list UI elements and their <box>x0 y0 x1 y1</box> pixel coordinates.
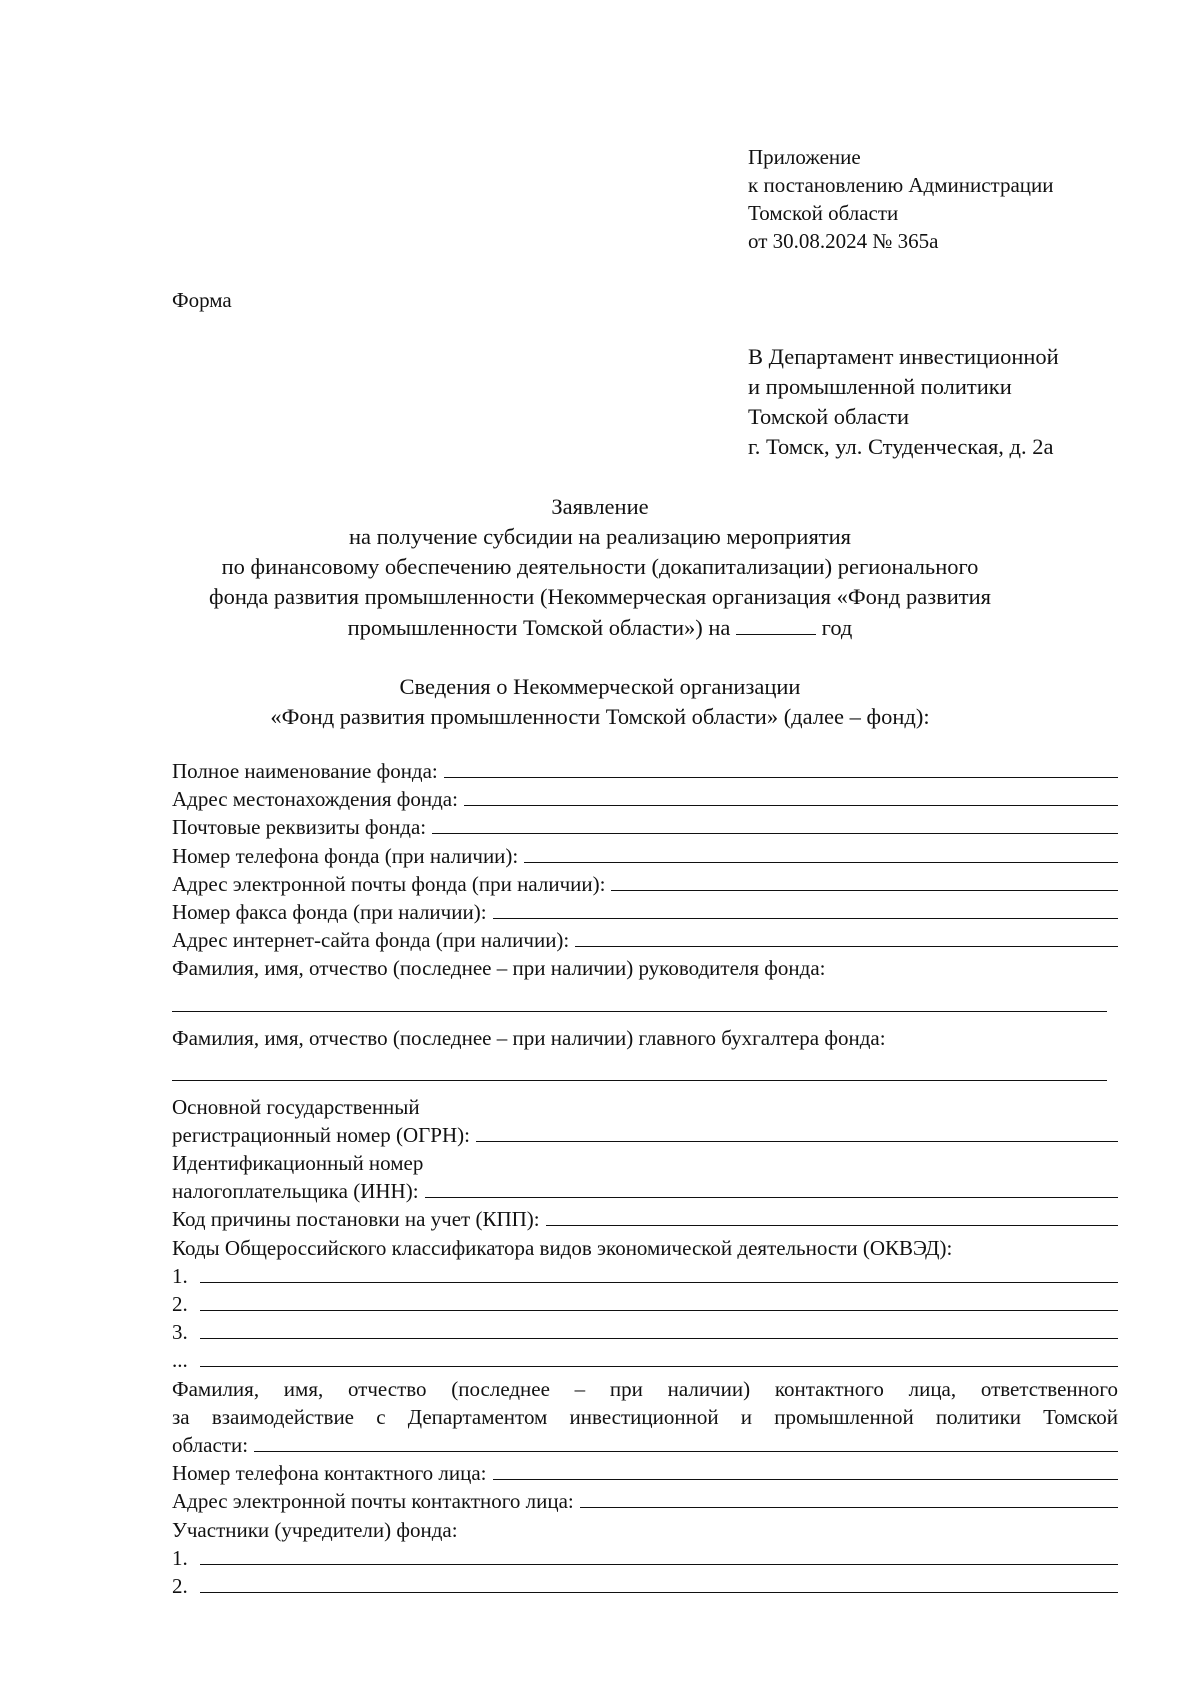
form-label: Форма <box>172 288 232 312</box>
field-ogrn-label-1: Основной государственный <box>172 1094 420 1119</box>
field-website-blank[interactable] <box>575 928 1118 947</box>
title-line-3: по финансовому обеспечению деятельности (докапитализации) регионального <box>221 554 979 579</box>
addressee <box>748 342 1059 462</box>
field-accountant-blank[interactable] <box>172 1054 1107 1081</box>
field-director-blank[interactable] <box>172 985 1107 1012</box>
field-postal <box>172 815 1118 843</box>
field-inn-caption <box>172 1151 1118 1179</box>
field-ogrn-label-2: регистрационный номер (ОГРН): <box>172 1122 470 1147</box>
info-heading-line-2: «Фонд развития промышленности Томской области» (далее – фонд): <box>270 704 930 729</box>
field-email-label: Адрес электронной почты фонда (при наличии): <box>172 871 606 896</box>
field-address-label: Адрес местонахождения фонда: <box>172 787 458 812</box>
annex-line-2: к постановлению Администрации <box>748 173 1054 197</box>
field-contact-label: области: <box>172 1432 249 1457</box>
field-contact-caption-2: за взаимодействие с Департаментом инвестиционной и промышленной политики Томской <box>172 1404 1118 1429</box>
field-director-label: Фамилия, имя, отчество (последнее – при наличии) руководителя фонда: <box>172 956 826 981</box>
annex-line-1: Приложение <box>748 145 861 169</box>
addressee-line-3: Томской области <box>748 404 910 429</box>
okved-item-number: ... <box>172 1348 188 1373</box>
okved-item-number: 3. <box>172 1320 188 1345</box>
field-okved-label: Коды Общероссийского классификатора видов экономической деятельности (ОКВЭД): <box>172 1235 953 1260</box>
field-ogrn-caption <box>172 1095 1118 1123</box>
field-ogrn-blank[interactable] <box>476 1123 1118 1142</box>
field-accountant <box>172 1026 1118 1054</box>
founder-item-blank[interactable] <box>200 1546 1118 1565</box>
field-email <box>172 872 1118 900</box>
field-address-blank[interactable] <box>464 787 1118 806</box>
addressee-line-1: В Департамент инвестиционной <box>748 344 1059 369</box>
fund-fields <box>172 759 1118 1602</box>
okved-item-number: 2. <box>172 1292 188 1316</box>
field-inn-blank[interactable] <box>425 1179 1118 1198</box>
field-website-label: Адрес интернет-сайта фонда (при наличии): <box>172 928 570 953</box>
founder-item-blank[interactable] <box>200 1574 1118 1593</box>
spacer <box>172 1012 1118 1026</box>
info-heading-line-1: Сведения о Некоммерческой организации <box>399 674 801 699</box>
field-contact <box>172 1433 1118 1461</box>
field-contact-caption-1: Фамилия, имя, отчество (последнее – при наличии) контактного лица, ответственного <box>172 1376 1118 1401</box>
field-kpp-blank[interactable] <box>546 1207 1118 1226</box>
field-contact-phone-blank[interactable] <box>493 1461 1118 1480</box>
field-website <box>172 928 1118 956</box>
annex-header <box>748 143 1054 255</box>
field-okved <box>172 1236 1118 1264</box>
title-line-5 <box>150 612 1050 643</box>
field-kpp-label: Код причины постановки на учет (КПП): <box>172 1207 540 1232</box>
field-email-blank[interactable] <box>611 872 1118 891</box>
field-contact-email-label: Адрес электронной почты контактного лица: <box>172 1489 574 1514</box>
founder-item <box>172 1574 1118 1602</box>
spacer <box>172 1081 1118 1095</box>
field-ogrn <box>172 1123 1118 1151</box>
field-fax <box>172 900 1118 928</box>
okved-item-blank[interactable] <box>200 1320 1118 1339</box>
field-address <box>172 787 1118 815</box>
field-contact-phone <box>172 1461 1118 1489</box>
founder-item <box>172 1546 1118 1574</box>
okved-item <box>172 1292 1118 1320</box>
addressee-line-4: г. Томск, ул. Студенческая, д. 2а <box>748 434 1054 459</box>
field-founders-label: Участники (учредители) фонда: <box>172 1517 458 1542</box>
field-full-name-blank[interactable] <box>444 759 1118 778</box>
okved-item-blank[interactable] <box>200 1292 1118 1311</box>
founder-item-number: 2. <box>172 1573 188 1598</box>
field-phone <box>172 844 1118 872</box>
title-line-4: фонда развития промышленности (Некоммерческая организация «Фонд развития <box>209 584 991 609</box>
field-kpp <box>172 1207 1118 1235</box>
field-contact-blank[interactable] <box>254 1433 1118 1452</box>
application-title <box>150 492 1050 643</box>
year-blank-field[interactable] <box>736 612 816 635</box>
field-inn-label-1: Идентификационный номер <box>172 1151 424 1176</box>
field-full-name-label: Полное наименование фонда: <box>172 759 438 783</box>
title-line-5-suffix: год <box>821 615 853 640</box>
field-fax-label: Номер факса фонда (при наличии): <box>172 899 487 924</box>
field-phone-label: Номер телефона фонда (при наличии): <box>172 843 519 868</box>
field-contact-phone-label: Номер телефона контактного лица: <box>172 1461 487 1486</box>
okved-item-blank[interactable] <box>200 1348 1118 1367</box>
title-line-1: Заявление <box>551 494 649 519</box>
field-inn-label-2: налогоплательщика (ИНН): <box>172 1179 419 1204</box>
okved-item-number: 1. <box>172 1263 188 1288</box>
annex-line-4: от 30.08.2024 № 365а <box>748 229 939 253</box>
annex-line-3: Томской области <box>748 201 899 225</box>
field-founders <box>172 1518 1118 1546</box>
field-full-name <box>172 759 1118 787</box>
field-phone-blank[interactable] <box>524 844 1118 863</box>
field-inn <box>172 1179 1118 1207</box>
okved-item <box>172 1348 1118 1376</box>
title-line-2: на получение субсидии на реализацию мероприятия <box>348 524 852 549</box>
field-postal-label: Почтовые реквизиты фонда: <box>172 815 427 840</box>
info-heading <box>150 672 1050 732</box>
founder-item-number: 1. <box>172 1545 188 1570</box>
field-accountant-label: Фамилия, имя, отчество (последнее – при наличии) главного бухгалтера фонда: <box>172 1025 886 1050</box>
field-contact-email-blank[interactable] <box>580 1489 1118 1508</box>
field-fax-blank[interactable] <box>493 900 1118 919</box>
field-contact-email <box>172 1489 1118 1517</box>
okved-item <box>172 1264 1118 1292</box>
okved-item-blank[interactable] <box>200 1264 1118 1283</box>
title-line-5-prefix: промышленности Томской области») на <box>347 615 731 640</box>
addressee-line-2: и промышленной политики <box>748 374 1012 399</box>
field-postal-blank[interactable] <box>432 815 1118 834</box>
field-director <box>172 956 1118 984</box>
okved-item <box>172 1320 1118 1348</box>
